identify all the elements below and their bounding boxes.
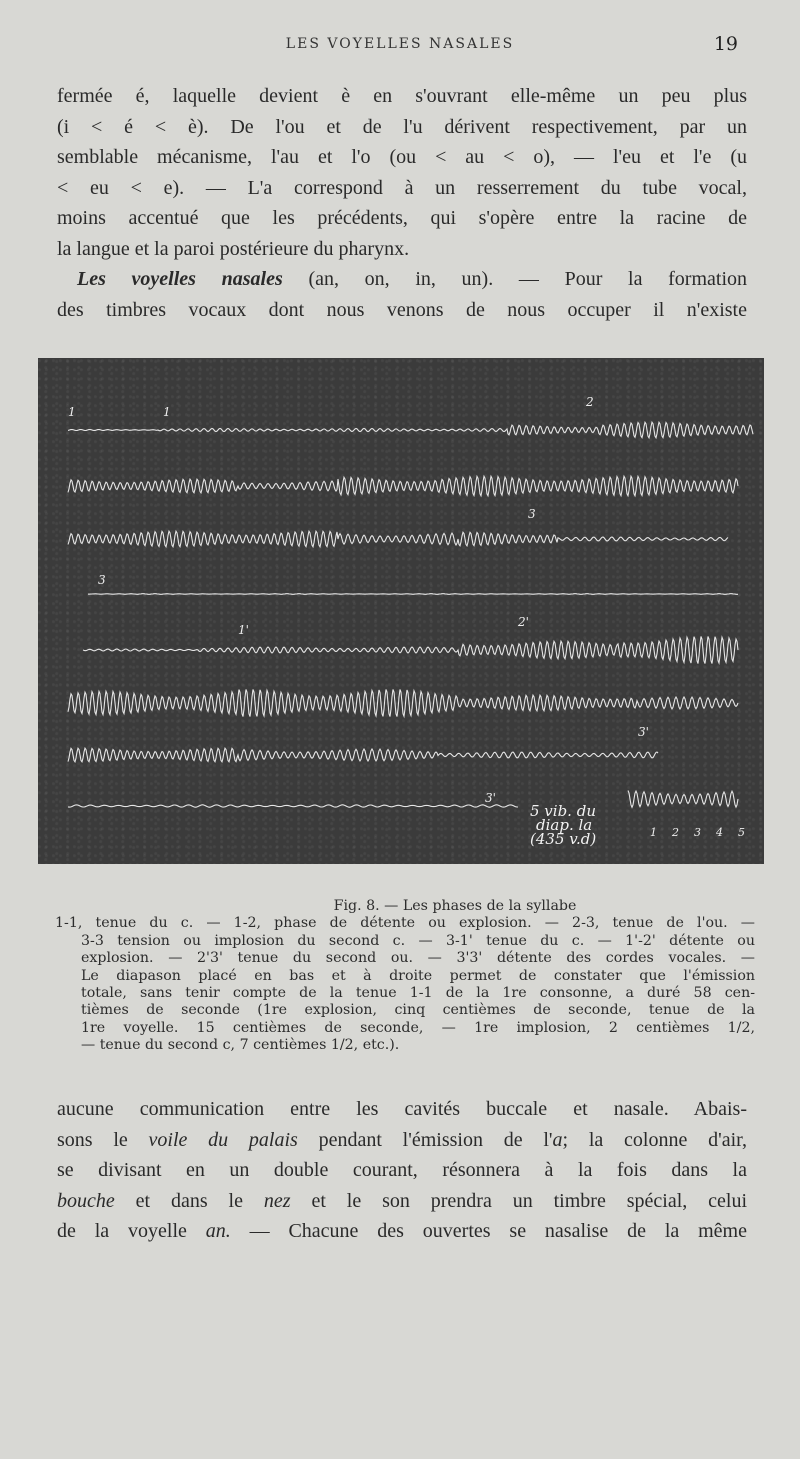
trace-label: 1 [163,405,171,419]
caption-line: explosion. — 2'3' tenue du second ou. — 3'3' détente des cordes vocales. — [81,950,755,967]
running-head: LES VOYELLES NASALES [285,36,515,52]
caption-line: totale, sans tenir compte de la tenue 1-1 de la 1re consonne, a duré 58 cen- [81,985,755,1002]
waveform-trace [68,805,518,807]
text-line: moins accentué que les précédents, qui s'opère entre la racine de [57,207,747,229]
trace-label: 2' [518,615,529,629]
tick-number: 3 [694,826,701,839]
waveform-trace [68,422,753,438]
tick-number: 2 [672,826,679,839]
trace-label: 3' [485,791,496,805]
text-line: des timbres vocaux dont nous venons de nous occuper il n'existe [57,298,747,321]
tuning-fork-label: diap. la [536,816,593,834]
caption-line: 3-3 tension ou implosion du second c. — 3-1' tenue du c. — 1'-2' détente ou [81,932,755,949]
caption-line: — tenue du second c, 7 centièmes 1/2, etc.). [81,1037,400,1054]
text-line: la langue et la paroi postérieure du pharynx. [57,237,410,260]
bottom-paragraph [57,1094,747,1247]
trace-label: 1 [68,405,76,419]
tuning-fork-label: (435 v.d) [530,830,597,848]
text-line: aucune communication entre les cavités buccale et nasale. Abais- [57,1098,747,1120]
caption-line: 1re voyelle. 15 centièmes de seconde, — 1re implosion, 2 centièmes 1/2, [81,1019,755,1036]
section-lead: Les voyelles nasales [77,268,283,290]
text-line: semblable mécanisme, l'au et l'o (ou < au < o), — l'eu et l'e (u [57,146,747,168]
text-line: < eu < e). — L'a correspond à un resserrement du tube vocal, [57,176,747,199]
trace-label: 2 [586,395,594,409]
waveform-trace [628,791,738,808]
tuning-fork-label: 5 vib. du [530,802,596,820]
text-line: sons le voile du palais pendant l'émission de l'a; la colonne d'air, [57,1128,748,1151]
text-line: fermée é, laquelle devient è en s'ouvrant elle-même un peu plus [57,85,747,107]
trace-label: 1' [238,623,249,637]
trace-label: 3 [528,507,536,521]
waveform-trace [88,594,738,595]
section-lead-rest: (an, on, in, un). — Pour la formation [282,268,748,290]
text-line: (i < é < è). De l'ou et de l'u dérivent respectivement, par un [57,115,747,138]
top-paragraph [57,81,747,325]
caption-title: Fig. 8. — Les phases de la syllabe [333,898,577,914]
text-line: bouche et dans le nez et le son prendra un timbre spécial, celui [57,1189,748,1212]
trace-label: 3 [98,573,106,587]
figure-caption [55,898,755,1055]
caption-line: 1-1, tenue du c. — 1-2, phase de détente ou explosion. — 2-3, tenue de l'ou. — [55,915,755,932]
waveform-trace [68,531,728,547]
tick-number: 4 [716,826,723,839]
waveform-trace [68,748,658,762]
tick-number: 1 [650,826,657,839]
waveform-trace [68,689,738,716]
tick-number: 5 [738,826,745,839]
caption-line: Le diapason placé en bas et à droite permet de constater que l'émission [81,967,755,984]
page-number: 19 [713,33,738,55]
section-heading-line [57,264,747,295]
caption-line: tièmes de seconde (1re explosion, cinq centièmes de seconde, tenue de la [81,1002,755,1019]
text-line: se divisant en un double courant, résonnera à la fois dans la [57,1159,747,1181]
text-line: de la voyelle an. — Chacune des ouvertes se nasalise de la même [57,1220,747,1242]
waveform-traces [38,358,764,864]
trace-label: 3' [638,725,649,739]
waveform-figure [38,358,764,864]
waveform-trace [83,636,738,663]
waveform-trace [68,476,738,495]
